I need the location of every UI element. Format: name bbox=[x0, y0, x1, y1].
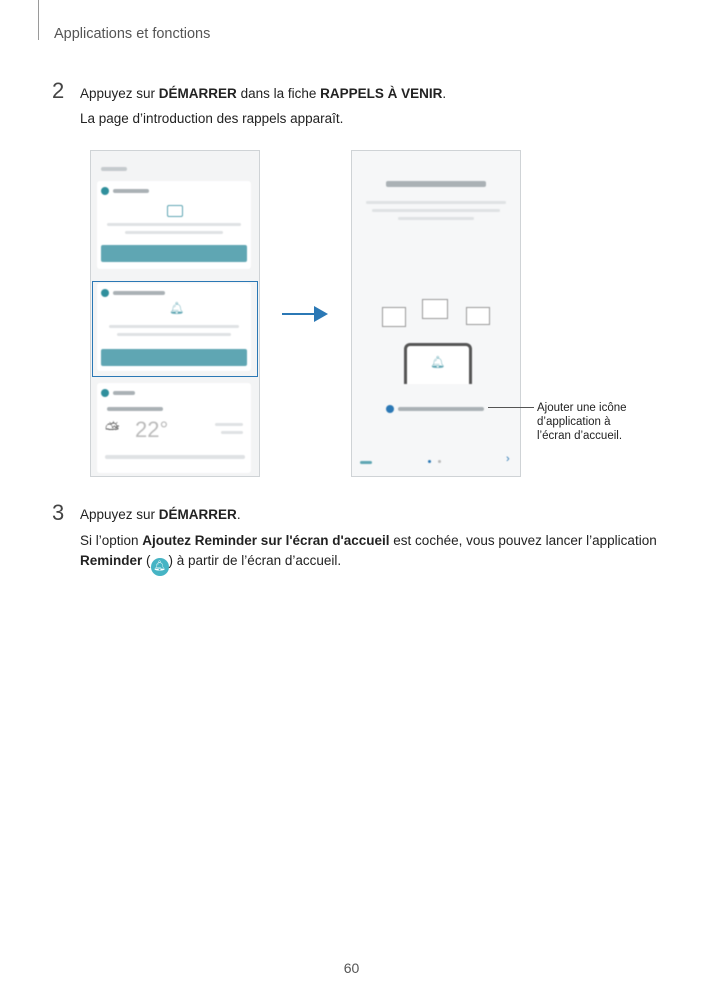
callout-leader-line bbox=[488, 407, 534, 408]
step-2-number: 2 bbox=[52, 78, 65, 103]
card-upcoming-events bbox=[97, 181, 251, 269]
step-3-number: 3 bbox=[52, 500, 65, 525]
page-number: 60 bbox=[343, 960, 360, 976]
callout-add-home-icon: Ajouter une icône d’application à l’écran d’accueil. bbox=[537, 402, 627, 442]
arrow-line bbox=[282, 313, 316, 315]
header-rule bbox=[38, 0, 39, 40]
step-3-detail-line1: Si l’option Ajoutez Reminder sur l'écran d'accueil est cochée, vous pouvez lancer l’application bbox=[80, 533, 657, 548]
arrow-right-icon bbox=[314, 306, 328, 322]
screenshot-reminder-intro: 🔔︎ › bbox=[351, 150, 521, 477]
reminder-app-icon: 🔔︎ bbox=[151, 558, 169, 576]
card-upcoming-reminders: 🔔︎ bbox=[97, 283, 251, 371]
step-3-detail-line2: Reminder ( 🔔︎ ) à partir de l’écran d’accueil. bbox=[80, 553, 341, 576]
upcoming-reminders-highlight bbox=[92, 281, 258, 377]
step-2-result: La page d’introduction des rappels apparaît. bbox=[80, 111, 344, 126]
card-weather: ⛅︎ 22° bbox=[97, 383, 251, 473]
step-2-instruction: Appuyez sur DÉMARRER dans la fiche RAPPELS À VENIR. bbox=[80, 86, 447, 101]
step-3-instruction: Appuyez sur DÉMARRER. bbox=[80, 507, 241, 522]
page-header: Applications et fonctions bbox=[54, 26, 211, 42]
